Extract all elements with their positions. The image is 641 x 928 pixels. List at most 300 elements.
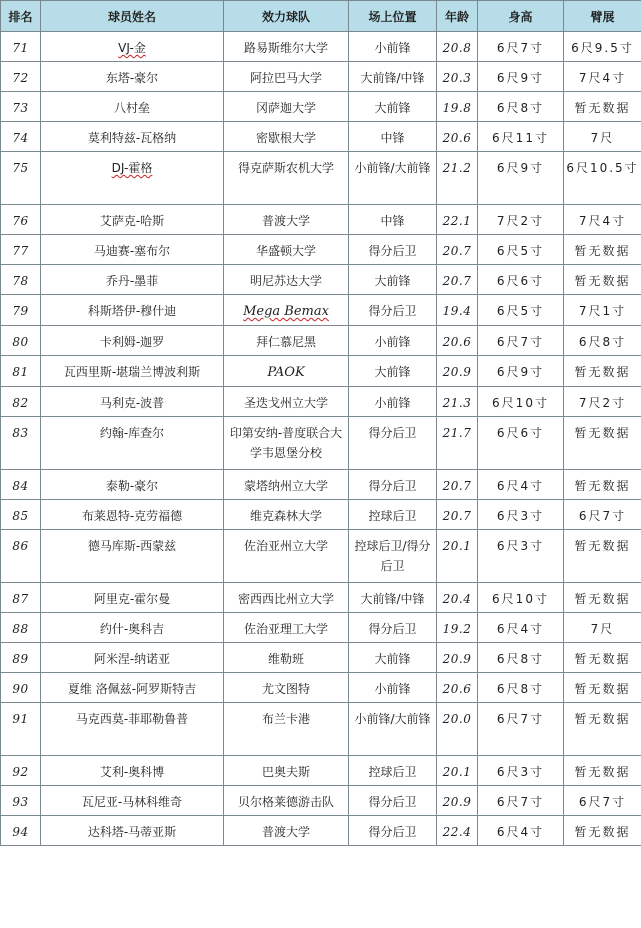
- cell-age: [437, 500, 478, 530]
- table-row: [1, 530, 641, 583]
- cell-team-text: 华盛顿大学: [255, 244, 316, 258]
- cell-height: [478, 205, 564, 235]
- cell-position: [349, 786, 437, 816]
- table-row: [1, 205, 641, 235]
- cell-height-text: 6尺4寸: [496, 479, 545, 493]
- table-row: [1, 756, 641, 786]
- cell-player-name: [41, 756, 224, 786]
- cell-position-text: 小前锋/大前锋: [354, 712, 431, 726]
- cell-team-text: 佐治亚理工大学: [243, 622, 328, 636]
- cell-wingspan-text: 6尺9.5寸: [571, 41, 634, 55]
- cell-height-text: 6尺10寸: [492, 592, 549, 606]
- cell-position: [349, 703, 437, 756]
- cell-player-name: [41, 530, 224, 583]
- cell-wingspan-text: 7尺: [590, 622, 615, 636]
- cell-team: [224, 643, 349, 673]
- cell-rank: [1, 673, 41, 703]
- cell-position: [349, 235, 437, 265]
- cell-position-text: 得分后卫: [368, 622, 417, 636]
- cell-position: [349, 500, 437, 530]
- cell-height: [478, 387, 564, 417]
- cell-team: [224, 205, 349, 235]
- cell-team-text: 明尼苏达大学: [249, 274, 322, 288]
- cell-height: [478, 816, 564, 846]
- cell-team-text: 巴奥夫斯: [261, 765, 310, 779]
- cell-team-text: 冈萨迦大学: [255, 101, 316, 115]
- cell-wingspan: [564, 295, 641, 326]
- cell-player-name: [41, 356, 224, 387]
- cell-height: [478, 265, 564, 295]
- cell-player-name: [41, 265, 224, 295]
- cell-rank: [1, 326, 41, 356]
- cell-age: [437, 356, 478, 387]
- cell-height-text: 6尺10寸: [492, 396, 549, 410]
- cell-age-text: 20.6: [442, 682, 472, 696]
- cell-age: [437, 786, 478, 816]
- cell-age-text: 20.1: [442, 765, 472, 779]
- cell-position-text: 得分后卫: [368, 304, 417, 318]
- table-row: [1, 32, 641, 62]
- cell-height: [478, 152, 564, 205]
- cell-team: [224, 295, 349, 326]
- cell-wingspan-text: 暂无数据: [574, 682, 631, 696]
- cell-player-name: [41, 816, 224, 846]
- table-row: [1, 417, 641, 470]
- table-row: [1, 92, 641, 122]
- cell-team-text: 维勒班: [267, 652, 304, 666]
- cell-team-text: 阿拉巴马大学: [249, 71, 322, 85]
- cell-rank: [1, 205, 41, 235]
- cell-position-text: 大前锋/中锋: [360, 71, 425, 85]
- cell-position-text: 小前锋: [374, 335, 411, 349]
- cell-player-name-text: 艾利-奥科博: [99, 765, 165, 779]
- cell-player-name-text: 瓦西里斯-堪瑞兰博波利斯: [63, 365, 201, 379]
- cell-player-name: [41, 122, 224, 152]
- cell-team: [224, 387, 349, 417]
- cell-wingspan: [564, 470, 641, 500]
- cell-wingspan-text: 暂无数据: [574, 539, 631, 553]
- cell-rank-text: 84: [12, 479, 29, 493]
- cell-wingspan-text: 7尺4寸: [578, 71, 627, 85]
- cell-team: [224, 816, 349, 846]
- cell-player-name-text: DJ-霍格: [111, 161, 153, 175]
- cell-position-text: 小前锋/大前锋: [354, 161, 431, 175]
- cell-age-text: 20.9: [442, 365, 472, 379]
- cell-team: [224, 417, 349, 470]
- cell-wingspan: [564, 62, 641, 92]
- cell-age-text: 20.6: [442, 131, 472, 145]
- cell-height: [478, 356, 564, 387]
- cell-position: [349, 122, 437, 152]
- cell-age-text: 20.7: [442, 274, 472, 288]
- cell-age-text: 22.1: [442, 214, 472, 228]
- cell-position-text: 大前锋: [374, 365, 411, 379]
- cell-wingspan-text: 6尺7寸: [578, 795, 627, 809]
- cell-position-text: 得分后卫: [368, 479, 417, 493]
- cell-player-name: [41, 205, 224, 235]
- header-rank: 排名: [1, 1, 41, 32]
- cell-position: [349, 673, 437, 703]
- header-wingspan: 臂展: [564, 1, 641, 32]
- cell-age: [437, 470, 478, 500]
- cell-position-text: 小前锋: [374, 396, 411, 410]
- cell-wingspan: [564, 326, 641, 356]
- cell-age: [437, 387, 478, 417]
- cell-team-text: 蒙塔纳州立大学: [243, 479, 328, 493]
- cell-position: [349, 530, 437, 583]
- cell-position-text: 得分后卫: [368, 795, 417, 809]
- cell-rank: [1, 756, 41, 786]
- cell-age-text: 21.7: [442, 426, 472, 440]
- cell-team-text: 贝尔格莱德游击队: [237, 795, 334, 809]
- cell-wingspan-text: 6尺10.5寸: [566, 161, 639, 175]
- cell-wingspan: [564, 205, 641, 235]
- cell-team: [224, 122, 349, 152]
- cell-player-name-text: 泰勒-豪尔: [105, 479, 159, 493]
- cell-age-text: 21.3: [442, 396, 472, 410]
- cell-wingspan-text: 暂无数据: [574, 825, 631, 839]
- cell-height: [478, 703, 564, 756]
- cell-player-name-text: 八村垒: [113, 101, 150, 115]
- cell-team-text: 得克萨斯农机大学: [237, 161, 334, 175]
- cell-team: [224, 583, 349, 613]
- cell-height: [478, 500, 564, 530]
- cell-position: [349, 205, 437, 235]
- cell-wingspan-text: 暂无数据: [574, 652, 631, 666]
- cell-wingspan-text: 暂无数据: [574, 426, 631, 440]
- cell-wingspan-text: 暂无数据: [574, 592, 631, 606]
- cell-wingspan: [564, 235, 641, 265]
- cell-team: [224, 265, 349, 295]
- cell-rank: [1, 703, 41, 756]
- header-row: [1, 1, 641, 32]
- cell-rank: [1, 92, 41, 122]
- cell-wingspan-text: 7尺4寸: [578, 214, 627, 228]
- cell-height-text: 6尺9寸: [496, 71, 545, 85]
- cell-position-text: 大前锋/中锋: [360, 592, 425, 606]
- cell-player-name-text: 达科塔-马蒂亚斯: [87, 825, 177, 839]
- cell-team: [224, 756, 349, 786]
- cell-age-text: 22.4: [442, 825, 472, 839]
- cell-position-text: 大前锋: [374, 101, 411, 115]
- cell-height: [478, 235, 564, 265]
- cell-wingspan-text: 暂无数据: [574, 712, 631, 726]
- cell-age: [437, 613, 478, 643]
- cell-height-text: 6尺5寸: [496, 244, 545, 258]
- cell-height-text: 6尺7寸: [496, 335, 545, 349]
- cell-team-text: Mega Bemax: [243, 304, 329, 319]
- cell-team-text: 路易斯维尔大学: [243, 41, 328, 55]
- table-row: [1, 295, 641, 326]
- cell-age: [437, 703, 478, 756]
- cell-position: [349, 387, 437, 417]
- cell-age: [437, 530, 478, 583]
- cell-player-name: [41, 387, 224, 417]
- cell-age-text: 21.2: [442, 161, 472, 175]
- cell-age: [437, 235, 478, 265]
- cell-team: [224, 356, 349, 387]
- cell-position: [349, 295, 437, 326]
- cell-player-name-text: 马利克-波普: [99, 396, 165, 410]
- cell-rank: [1, 387, 41, 417]
- cell-wingspan-text: 暂无数据: [574, 479, 631, 493]
- cell-position-text: 得分后卫: [368, 244, 417, 258]
- cell-height-text: 6尺7寸: [496, 41, 545, 55]
- cell-player-name-text: 约翰-库查尔: [99, 426, 165, 440]
- cell-player-name-text: 卡利姆-迦罗: [99, 335, 165, 349]
- cell-player-name-text: 夏维 洛佩兹-阿罗斯特吉: [67, 682, 197, 696]
- cell-rank: [1, 583, 41, 613]
- cell-team-text: 佐治亚州立大学: [243, 539, 328, 553]
- cell-height-text: 6尺11寸: [492, 131, 549, 145]
- cell-height-text: 6尺7寸: [496, 712, 545, 726]
- cell-height-text: 6尺8寸: [496, 101, 545, 115]
- header-height: 身高: [478, 1, 564, 32]
- cell-height-text: 6尺3寸: [496, 765, 545, 779]
- table-row: [1, 583, 641, 613]
- cell-height: [478, 32, 564, 62]
- cell-height-text: 6尺3寸: [496, 539, 545, 553]
- cell-rank: [1, 470, 41, 500]
- cell-player-name-text: 布莱恩特-克劳福德: [81, 509, 183, 523]
- cell-height: [478, 295, 564, 326]
- table-header: [1, 1, 641, 32]
- table-row: [1, 703, 641, 756]
- cell-wingspan-text: 暂无数据: [574, 365, 631, 379]
- table-row: [1, 235, 641, 265]
- cell-team-text: 维克森林大学: [249, 509, 322, 523]
- cell-wingspan-text: 暂无数据: [574, 765, 631, 779]
- cell-rank-text: 76: [12, 214, 29, 228]
- cell-age: [437, 295, 478, 326]
- cell-rank-text: 94: [12, 825, 29, 839]
- table-row: [1, 816, 641, 846]
- cell-player-name: [41, 786, 224, 816]
- cell-rank-text: 90: [12, 682, 29, 696]
- cell-rank: [1, 295, 41, 326]
- cell-position-text: 大前锋: [374, 274, 411, 288]
- cell-height-text: 6尺9寸: [496, 365, 545, 379]
- cell-height: [478, 92, 564, 122]
- cell-age: [437, 205, 478, 235]
- cell-team: [224, 673, 349, 703]
- cell-team: [224, 152, 349, 205]
- cell-rank: [1, 816, 41, 846]
- cell-age-text: 20.8: [442, 41, 472, 55]
- cell-team: [224, 786, 349, 816]
- cell-wingspan-text: 6尺8寸: [578, 335, 627, 349]
- cell-player-name-text: 德马库斯-西蒙兹: [87, 539, 177, 553]
- cell-wingspan: [564, 92, 641, 122]
- cell-wingspan: [564, 786, 641, 816]
- cell-player-name: [41, 417, 224, 470]
- cell-height: [478, 62, 564, 92]
- cell-age: [437, 816, 478, 846]
- table-row: [1, 356, 641, 387]
- cell-rank-text: 73: [12, 101, 29, 115]
- cell-position-text: 控球后卫/得分后卫: [354, 539, 431, 573]
- cell-position: [349, 613, 437, 643]
- table-row: [1, 152, 641, 205]
- cell-wingspan: [564, 152, 641, 205]
- cell-rank: [1, 613, 41, 643]
- cell-team-text: 密歇根大学: [255, 131, 316, 145]
- cell-team: [224, 92, 349, 122]
- cell-age: [437, 643, 478, 673]
- cell-player-name-text: 马迪赛-塞布尔: [93, 244, 171, 258]
- cell-age: [437, 326, 478, 356]
- cell-age-text: 20.7: [442, 479, 472, 493]
- table-row: [1, 500, 641, 530]
- cell-height-text: 6尺8寸: [496, 652, 545, 666]
- cell-age: [437, 32, 478, 62]
- cell-wingspan-text: 暂无数据: [574, 274, 631, 288]
- cell-position: [349, 326, 437, 356]
- cell-position: [349, 816, 437, 846]
- cell-wingspan: [564, 387, 641, 417]
- cell-player-name: [41, 470, 224, 500]
- table-row: [1, 613, 641, 643]
- cell-player-name: [41, 673, 224, 703]
- cell-team: [224, 703, 349, 756]
- cell-age: [437, 417, 478, 470]
- cell-age: [437, 152, 478, 205]
- table-row: [1, 326, 641, 356]
- cell-height: [478, 643, 564, 673]
- cell-position-text: 小前锋: [374, 41, 411, 55]
- cell-rank: [1, 122, 41, 152]
- cell-height: [478, 326, 564, 356]
- cell-player-name: [41, 703, 224, 756]
- cell-position: [349, 32, 437, 62]
- cell-height-text: 6尺9寸: [496, 161, 545, 175]
- cell-rank: [1, 356, 41, 387]
- cell-wingspan-text: 6尺7寸: [578, 509, 627, 523]
- cell-player-name: [41, 500, 224, 530]
- cell-rank-text: 92: [12, 765, 29, 779]
- cell-rank-text: 74: [12, 131, 29, 145]
- header-age: 年龄: [437, 1, 478, 32]
- cell-rank: [1, 786, 41, 816]
- cell-height-text: 6尺8寸: [496, 682, 545, 696]
- header-team: 效力球队: [224, 1, 349, 32]
- cell-player-name: [41, 32, 224, 62]
- cell-rank: [1, 643, 41, 673]
- cell-wingspan: [564, 356, 641, 387]
- cell-team-text: 布兰卡港: [261, 712, 310, 726]
- cell-rank: [1, 32, 41, 62]
- cell-height-text: 6尺4寸: [496, 622, 545, 636]
- cell-height: [478, 756, 564, 786]
- cell-rank-text: 79: [12, 304, 29, 318]
- cell-position: [349, 265, 437, 295]
- cell-team-text: 圣迭戈州立大学: [243, 396, 328, 410]
- cell-team: [224, 62, 349, 92]
- cell-age: [437, 122, 478, 152]
- cell-height-text: 6尺6寸: [496, 426, 545, 440]
- cell-player-name-text: 阿里克-霍尔曼: [93, 592, 171, 606]
- cell-position-text: 中锋: [380, 214, 405, 228]
- cell-position-text: 得分后卫: [368, 426, 417, 440]
- cell-age: [437, 62, 478, 92]
- cell-player-name-text: 莫利特兹-瓦格纳: [87, 131, 177, 145]
- cell-wingspan: [564, 500, 641, 530]
- cell-age-text: 20.6: [442, 335, 472, 349]
- table-row: [1, 122, 641, 152]
- cell-rank-text: 78: [12, 274, 29, 288]
- cell-age: [437, 265, 478, 295]
- cell-player-name: [41, 613, 224, 643]
- cell-player-name-text: 东塔-豪尔: [105, 71, 159, 85]
- cell-position-text: 控球后卫: [368, 765, 417, 779]
- cell-wingspan: [564, 265, 641, 295]
- cell-height-text: 6尺5寸: [496, 304, 545, 318]
- cell-height-text: 6尺7寸: [496, 795, 545, 809]
- cell-wingspan: [564, 583, 641, 613]
- cell-age-text: 20.0: [442, 712, 472, 726]
- cell-height-text: 6尺4寸: [496, 825, 545, 839]
- cell-player-name-text: 瓦尼亚-马林科维奇: [81, 795, 183, 809]
- cell-wingspan-text: 7尺1寸: [578, 304, 627, 318]
- cell-position: [349, 583, 437, 613]
- cell-position-text: 得分后卫: [368, 825, 417, 839]
- cell-height-text: 6尺3寸: [496, 509, 545, 523]
- cell-team: [224, 235, 349, 265]
- cell-player-name: [41, 295, 224, 326]
- cell-wingspan: [564, 703, 641, 756]
- cell-rank: [1, 265, 41, 295]
- cell-wingspan-text: 暂无数据: [574, 244, 631, 258]
- cell-age-text: 20.9: [442, 795, 472, 809]
- cell-rank-text: 82: [12, 396, 29, 410]
- table-row: [1, 265, 641, 295]
- cell-rank: [1, 417, 41, 470]
- cell-rank-text: 85: [12, 509, 29, 523]
- cell-height-text: 6尺6寸: [496, 274, 545, 288]
- cell-height: [478, 417, 564, 470]
- cell-position-text: 大前锋: [374, 652, 411, 666]
- cell-age-text: 20.9: [442, 652, 472, 666]
- cell-wingspan: [564, 417, 641, 470]
- cell-age-text: 20.7: [442, 509, 472, 523]
- header-position: 场上位置: [349, 1, 437, 32]
- cell-player-name: [41, 583, 224, 613]
- cell-rank-text: 89: [12, 652, 29, 666]
- cell-position: [349, 62, 437, 92]
- cell-position-text: 小前锋: [374, 682, 411, 696]
- cell-height: [478, 122, 564, 152]
- cell-wingspan: [564, 643, 641, 673]
- cell-rank-text: 77: [12, 244, 29, 258]
- cell-wingspan: [564, 816, 641, 846]
- cell-player-name: [41, 92, 224, 122]
- cell-team-text: 印第安纳-普度联合大学韦恩堡分校: [229, 426, 343, 460]
- cell-rank-text: 87: [12, 592, 29, 606]
- cell-player-name-text: 科斯塔伊-穆什迪: [87, 304, 177, 318]
- cell-rank-text: 71: [12, 41, 29, 55]
- cell-player-name-text: VJ-金: [118, 41, 146, 55]
- cell-position-text: 中锋: [380, 131, 405, 145]
- cell-wingspan: [564, 756, 641, 786]
- cell-rank: [1, 62, 41, 92]
- cell-position: [349, 92, 437, 122]
- cell-rank-text: 72: [12, 71, 29, 85]
- cell-rank-text: 93: [12, 795, 29, 809]
- cell-wingspan-text: 7尺: [590, 131, 615, 145]
- table-row: [1, 673, 641, 703]
- cell-position: [349, 470, 437, 500]
- cell-age: [437, 673, 478, 703]
